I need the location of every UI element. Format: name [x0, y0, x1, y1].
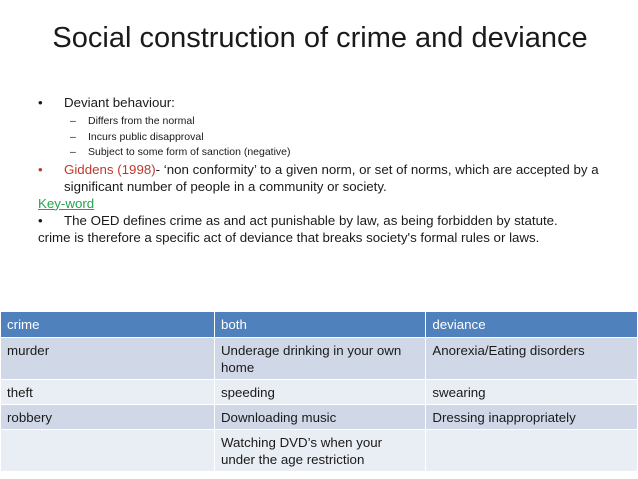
sub-bullet-text: Subject to some form of sanction (negative) [88, 146, 291, 158]
table-cell: Dressing inappropriately [426, 405, 638, 430]
header-both: both [214, 312, 425, 338]
bullet-oed [38, 212, 628, 229]
keyword-link[interactable]: Key-word [38, 195, 95, 211]
table-cell: robbery [1, 405, 215, 430]
table-row [1, 405, 638, 430]
table-cell: swearing [426, 380, 638, 405]
table-header-row [1, 312, 638, 338]
table-cell: Downloading music [214, 405, 425, 430]
table-cell: murder [1, 338, 215, 380]
bullet-dot-icon: • [38, 212, 43, 228]
table-row [1, 380, 638, 405]
dash-icon: – [70, 130, 76, 143]
sub-bullet [70, 145, 628, 161]
table-cell: speeding [214, 380, 425, 405]
slide-content [38, 94, 628, 246]
dash-icon: – [70, 146, 76, 158]
bullet-deviant-text: Deviant behaviour: [64, 95, 175, 110]
bullet-deviant [38, 94, 628, 111]
crime-definition: crime is therefore a specific act of deviance that breaks society's formal rules or laws. [38, 229, 540, 245]
table-row [1, 430, 638, 472]
bullet-dot-icon: • [38, 95, 43, 110]
crime-deviance-table [0, 311, 638, 472]
table-cell: Watching DVD’s when your under the age restriction [214, 430, 425, 472]
table-row [1, 338, 638, 380]
table-cell: theft [1, 380, 215, 405]
sub-bullet-text: Incurs public disapproval [88, 130, 204, 143]
sub-bullet [70, 114, 628, 130]
table-cell: Anorexia/Eating disorders [426, 338, 638, 380]
bullet-oed-text: The OED defines crime as and act punishable by law, as being forbidden by statute. [64, 212, 558, 228]
header-deviance: deviance [426, 312, 638, 338]
bullet-dot-icon: • [38, 161, 43, 177]
bullet-giddens-text [64, 161, 628, 195]
table-cell [1, 430, 215, 472]
bullet-giddens [38, 161, 628, 195]
header-crime: crime [1, 312, 215, 338]
table-cell [426, 430, 638, 472]
giddens-reference: Giddens (1998) [64, 161, 156, 177]
sub-bullet-text: Differs from the normal [88, 115, 195, 127]
slide-title: Social construction of crime and deviance [52, 22, 588, 54]
dash-icon: – [70, 115, 76, 127]
table-cell: Underage drinking in your own home [214, 338, 425, 380]
giddens-definition: - ‘non conformity’ to a given norm, or set of norms, which are accepted by a significant number of people in a community or society. [64, 161, 599, 194]
sub-bullet [70, 130, 628, 146]
